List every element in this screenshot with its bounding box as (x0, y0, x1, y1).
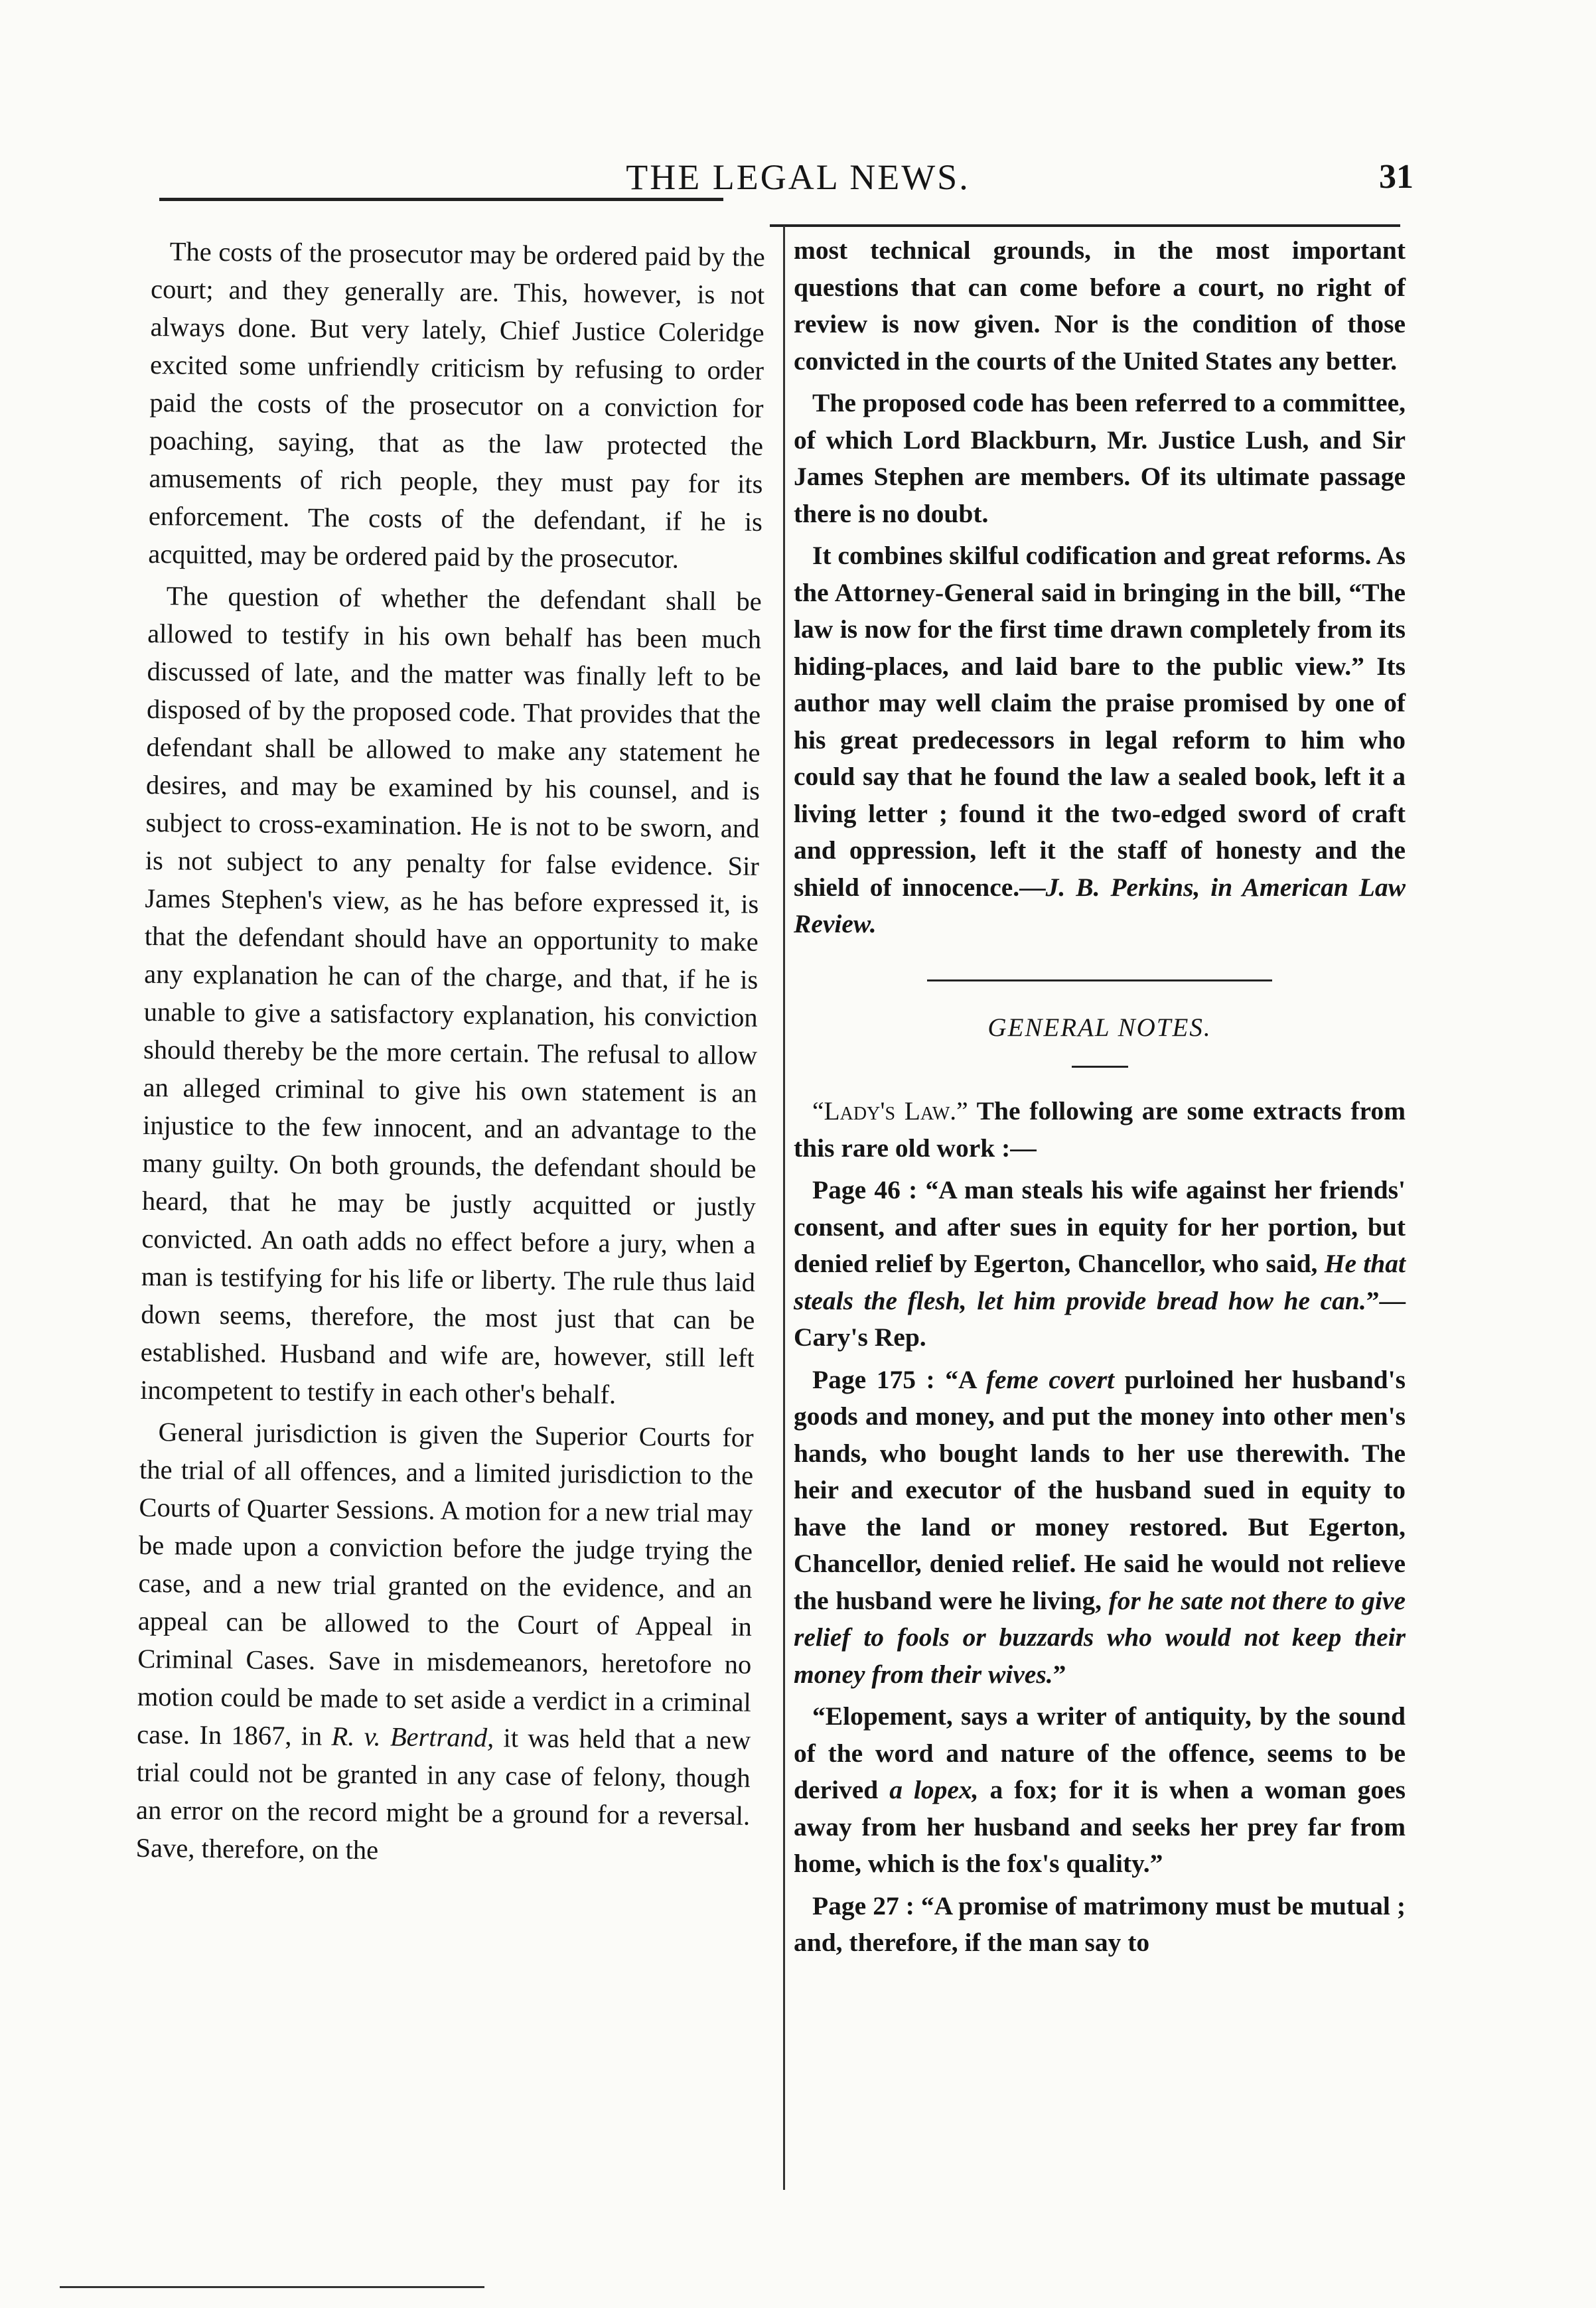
note-elopement-b: a fox; for it is when a woman goes away from her husband and seeks her prey far from home, which is the fox's quality.” (794, 1775, 1406, 1878)
jurisdiction-text-cont: it was held that a new trial could not be granted in any case of felony, though an error on the record might be a ground for a reversal. Save, therefore, on the (135, 1723, 751, 1865)
note-page-46-source: ”—Cary's Rep. (794, 1285, 1406, 1352)
paragraph-committee: The proposed code has been referred to a committee, of which Lord Blackburn, Mr. Justice Lush, and Sir James Stephen are members. Of its ultimate passage there is no doubt. (794, 388, 1406, 528)
note-elopement (794, 1698, 1406, 1883)
paragraph-costs: The costs of the prosecutor may be ordered paid by the court; and they generally are. This, however, is not always done. But very lately, Chief Justice Coleridge excited some unfriendly criticism by refusing to order paid the costs of the prosecutor on a conviction for poaching, saying, that as the law protected the amusements of rich people, they must pay for its enforcement. The costs of the defendant, if he is acquitted, may be ordered paid by the prosecutor. (148, 236, 765, 574)
note-ladys-law (794, 1093, 1406, 1167)
note-page-27: Page 27 : “A promise of matrimony must be mutual ; and, therefore, if the man say to (794, 1891, 1406, 1957)
paragraph-testimony: The question of whether the defendant shall be allowed to testify in his own behalf has been much discussed of late, and the matter was finally left to be disposed of by the proposed code. That provides that the defendant shall be allowed to make any statement he desires, and may be examined by his counsel, and is subject to cross-examination. He is not to be sworn, and is not subject to any penalty for false evidence. Sir James Stephen's view, as he has before expressed it, is that the defendant should have an opportunity to make any explanation he can of the charge, and that, if he is unable to give a satisfactory explanation, his conviction should thereby be the more certain. The refusal to allow an alleged criminal to give his own statement is an injustice to the few innocent, and an advantage to the many guilty. On both grounds, the defendant should be heard, that he may be justly acquitted or justly convicted. An oath adds no effect before a jury, when a man is testifying for his life or liberty. The rule thus laid down seems, therefore, the most just that can be established. Husband and wife are, however, still left incompetent to testify in each other's behalf. (140, 581, 762, 1409)
running-title: THE LEGAL NEWS. (626, 157, 970, 197)
note-intro: The following are some extracts from this rare old work :— (794, 1096, 1406, 1163)
article-attribution: J. B. Perkins, in American Law Review. (794, 872, 1406, 938)
note-title: “Lady's Law.” (812, 1096, 968, 1125)
paragraph-review: most technical grounds, in the most important questions that can come before a court, no right of review is now given. Nor is the condition of those convicted in the courts of the United States any better. (794, 236, 1406, 376)
note-page-175-end: ” (1052, 1659, 1066, 1689)
section-rule (927, 979, 1272, 981)
footer-rule (60, 2286, 484, 2288)
note-page-175 (794, 1362, 1406, 1694)
note-elopement-term: a lopex, (889, 1775, 979, 1804)
paragraph-codification (794, 538, 1406, 943)
case-citation: R. v. Bertrand, (331, 1721, 494, 1753)
left-column (135, 232, 765, 1877)
note-page-175-quote: for he sate not there to give relief to fools or buzzards who would not keep their money from their wives. (794, 1585, 1406, 1689)
jurisdiction-text: General jurisdiction is given the Superior Courts for the trial of all offences, and a limited jurisdiction to the Courts of Quarter Sessions. A motion for a new trial may be made upon a conviction before the judge trying the case, and a new trial granted on the evidence, and an appeal can be allowed to the Court of Appeal in Criminal Cases. Save in misdemeanors, heretofore no motion could be made to set aside a verdict in a criminal case. In 1867, in (137, 1417, 754, 1751)
note-page-175-term: feme covert (985, 1364, 1115, 1394)
note-elopement-a: “Elopement, says a writer of antiquity, by the sound of the word and nature of the offence, seems to be derived (794, 1701, 1406, 1804)
note-page-46 (794, 1172, 1406, 1356)
header-rule-right (770, 224, 1400, 227)
section-rule-short (1072, 1066, 1128, 1068)
header-rule-left (159, 198, 723, 201)
note-page-175-a: Page 175 : “A (812, 1364, 986, 1394)
right-column (794, 232, 1406, 1967)
paragraph-jurisdiction (135, 1413, 754, 1873)
note-page-46-quote: He that steals the flesh, let him provide bread how he can. (794, 1249, 1406, 1315)
page-number: 31 (1379, 158, 1414, 196)
note-page-46-text: Page 46 : “A man steals his wife against her friends' consent, and after sues in equity for her portion, but denied relief by Egerton, Chancellor, who said, (794, 1175, 1406, 1278)
codification-text: It combines skilful codification and great reforms. As the Attorney-General said in bringing in the bill, “The law is now for the first time drawn completely from its hiding-places, and laid bare to the public view.” Its author may well claim the praise promised by one of his great predecessors in legal reform to him who could say that he found the law a sealed book, left it a living letter ; found it the two-edged sword of craft and oppression, left it the staff of honesty and the shield of innocence.— (794, 541, 1406, 902)
column-divider (783, 226, 785, 2190)
section-heading: GENERAL NOTES. (987, 1013, 1212, 1042)
note-page-175-b: purloined her husband's goods and money, and put the money into other men's hands, who bought lands to her use therewith. The heir and executor of the husband sued in equity to have the land or money restored. But Egerton, Chancellor, denied relief. He said he would not relieve the husband were he living, (794, 1364, 1406, 1615)
